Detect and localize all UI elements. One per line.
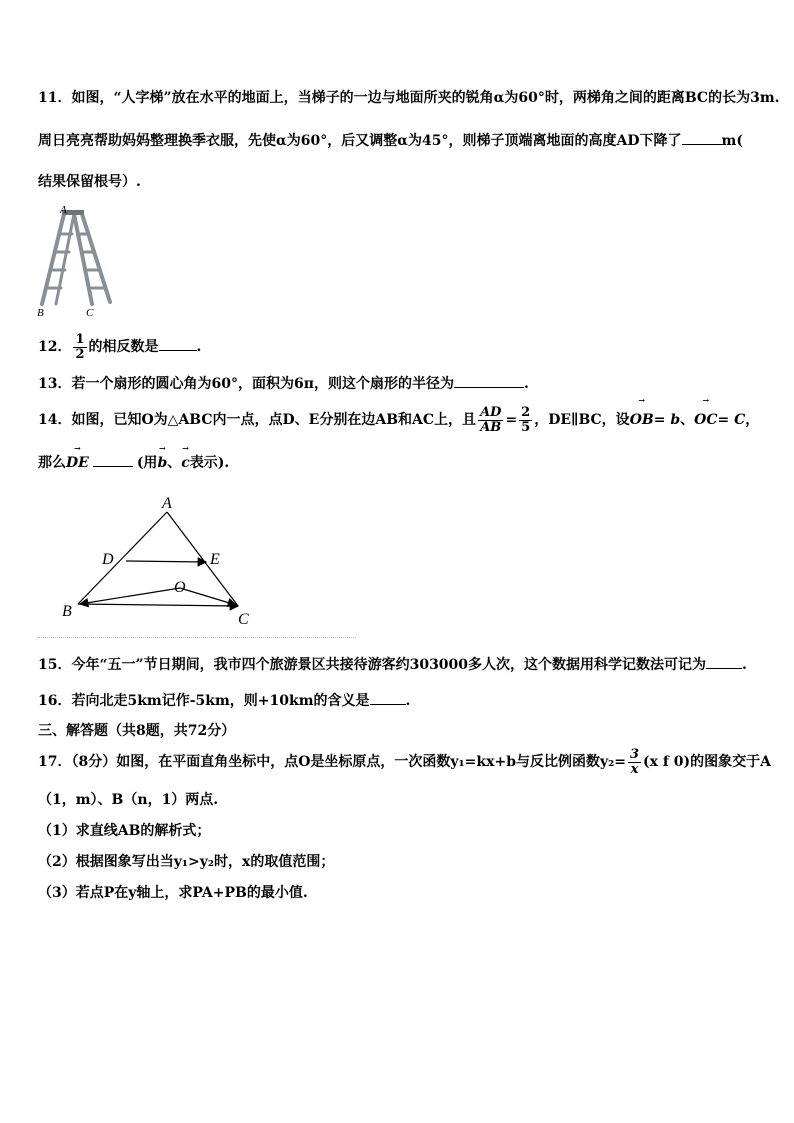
ladder-label-a: A <box>60 204 67 216</box>
triangle-figure <box>56 492 266 632</box>
q17-line1 <box>38 747 771 777</box>
q14-line2 <box>38 443 230 473</box>
q15-end: . <box>742 657 747 673</box>
q14-line2-a: 那么 <box>38 455 66 471</box>
q11-line2-text: 周日亮亮帮助妈妈整理换季衣服，先使α为60°，后又调整α为45°，则梯子顶端离地面的高度AD下降了 <box>38 133 682 149</box>
tri-label-b: B <box>62 603 72 620</box>
answer-blank-16 <box>370 690 406 705</box>
section-heading: 三、解答题（共8题，共72分） <box>38 723 236 739</box>
q14-frac2-num: 2 <box>521 404 531 420</box>
vector-oc: → OC <box>694 395 718 428</box>
vector-de: → DE <box>66 443 89 471</box>
q17-part3: （3）若点P在y轴上，求PA+PB的最小值. <box>38 885 308 901</box>
vector-b-label: b <box>157 455 168 471</box>
q14-sep: 、 <box>680 412 695 428</box>
answer-blank-12 <box>159 336 197 351</box>
q14-line1 <box>38 395 760 435</box>
q14-text-c: ， <box>745 412 760 428</box>
q12-text: 的相反数是 <box>88 339 159 355</box>
answer-blank-11 <box>682 130 722 145</box>
q14-line2-c: 表示). <box>189 455 230 471</box>
q14-sep2: 、 <box>167 455 182 471</box>
q14-eq-c: = C <box>717 412 746 428</box>
tri-label-a: A <box>162 495 172 512</box>
q12-line <box>38 332 201 362</box>
q17-part2: （2）根据图象写出当y₁>y₂时，x的取值范围； <box>38 854 335 870</box>
q11-line3: 结果保留根号）. <box>38 174 141 190</box>
q14-frac1-num: AD <box>480 404 502 420</box>
q16-text: 16．若向北走5km记作-5km，则+10km的含义是 <box>38 693 370 709</box>
q17-text-b: (x f 0)的图象交于A <box>643 754 771 770</box>
q16-line <box>38 690 410 711</box>
q13-text: 13．若一个扇形的圆心角为60°，面积为6π，则这个扇形的半径为 <box>38 376 454 392</box>
q17-den: x <box>630 761 639 777</box>
q14-frac2-den: 5 <box>521 419 531 435</box>
q13-line <box>38 373 529 394</box>
q17-part1: （1）求直线AB的解析式； <box>38 823 211 839</box>
q17-fraction <box>628 748 641 777</box>
vector-ob-label: OB <box>629 412 654 428</box>
q15-line <box>38 654 747 675</box>
tri-label-o: O <box>174 579 186 596</box>
q12-fraction <box>73 333 86 362</box>
vector-c: → c <box>181 443 190 471</box>
q12-den: 2 <box>75 346 85 362</box>
answer-blank-14 <box>93 452 133 467</box>
answer-blank-13 <box>454 373 524 388</box>
q14-fraction-ad-ab <box>478 406 503 435</box>
vector-c-label: c <box>181 455 190 471</box>
q12-prefix: 12． <box>38 339 72 355</box>
tri-label-d: D <box>102 551 114 568</box>
q17-num: 3 <box>629 746 640 762</box>
q14-text-b: ，DE∥BC，设 <box>534 412 630 428</box>
q14-line2-b: (用 <box>136 455 158 471</box>
tri-label-e: E <box>210 551 220 568</box>
q11-line2-end: m( <box>721 133 743 149</box>
tri-label-c: C <box>238 611 249 628</box>
ladder-figure <box>34 202 124 320</box>
q16-end: . <box>405 693 411 709</box>
q14-fraction-2-5 <box>519 406 532 435</box>
vector-oc-label: OC <box>694 412 718 428</box>
vector-ob: → OB <box>629 395 654 428</box>
q13-end: . <box>523 376 529 392</box>
ladder-label-c: C <box>86 307 94 319</box>
answer-blank-15 <box>706 654 742 669</box>
q11-line2 <box>38 130 743 151</box>
q11-line1: 11．如图，“人字梯”放在水平的地面上，当梯子的一边与地面所夹的锐角α为60°时，两梯角之间的距离BC的长为3m. <box>38 90 780 106</box>
q14-text-a: 14．如图，已知O为△ABC内一点，点D、E分别在边AB和AC上，且 <box>38 412 477 428</box>
q14-frac1-den: AB <box>480 419 502 435</box>
q15-text: 15．今年“五一”节日期间，我市四个旅游景区共接待游客约303000多人次，这个数据用科学记数法可记为 <box>38 657 707 673</box>
q17-text-a: 17．（8分）如图，在平面直角坐标中，点O是坐标原点，一次函数y₁=kx+b与反比例函数y₂= <box>38 754 626 770</box>
q14-eq-b: = b <box>653 412 681 428</box>
q12-end: . <box>196 339 202 355</box>
divider <box>38 637 356 638</box>
q12-num: 1 <box>75 331 85 347</box>
q14-eq: = <box>505 412 518 428</box>
ladder-label-b: B <box>37 307 44 319</box>
q17-line2: （1，m）、B（n，1）两点. <box>38 792 219 808</box>
vector-b: → b <box>157 443 168 471</box>
vector-de-label: DE <box>66 455 89 471</box>
